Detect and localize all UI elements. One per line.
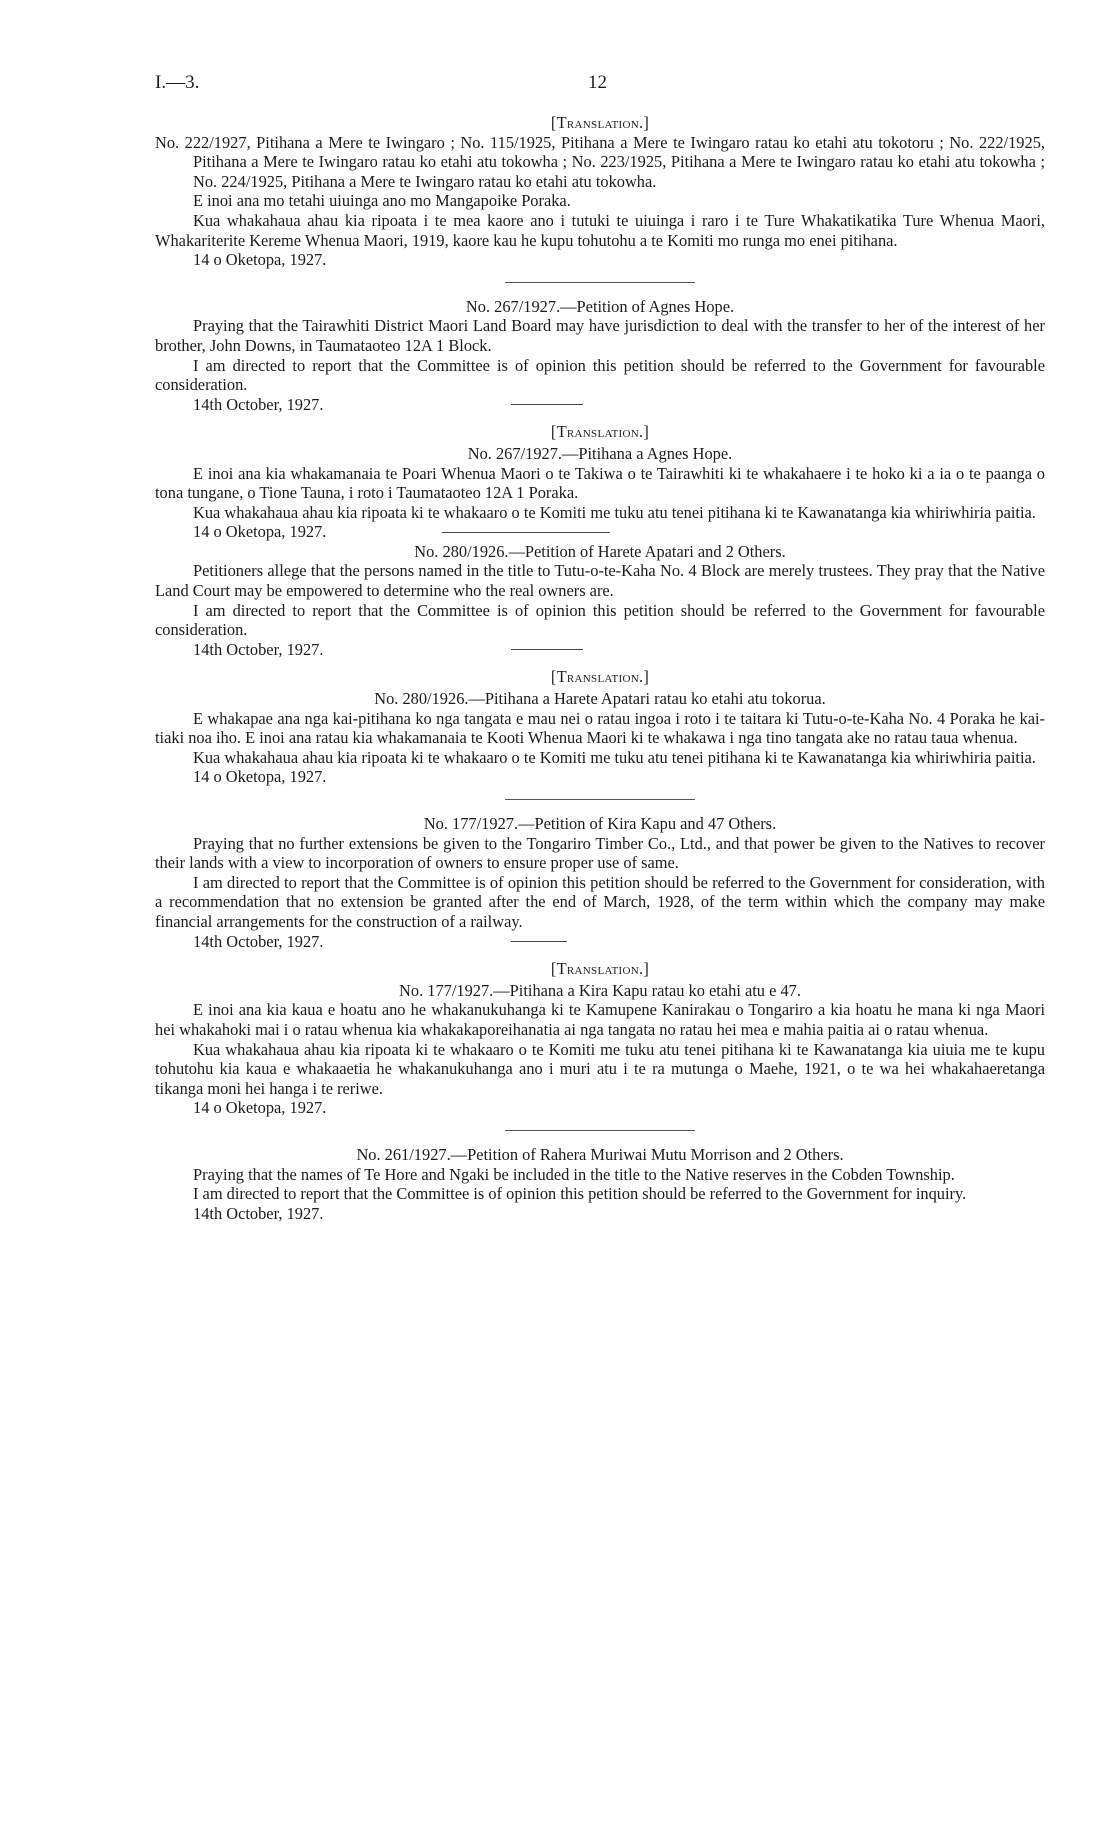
petition-267-maori-report: Kua whakahaua ahau kia ripoata ki te whakaaro o te Komiti me tuku atu tenei pitihana ki te Kawanatanga kia whiriwhiria paitia. [193,502,1036,522]
translation-heading: [Translation.] [550,667,650,687]
petition-280-title: No. 280/1926.—Petition of Harete Apatari and 2 Others. [414,541,786,561]
petition-177-date-row [155,932,1045,952]
petition-280-report: I am directed to report that the Committee is of opinion this petition should be referred to the Government for favourable consideration. [155,600,1045,640]
petition-267-maori-prayer: E inoi ana kia whakamanaia te Poari Whenua Maori o te Takiwa o te Tairawhiti ki te whakahaere i te hoko ki a ia o te paanga o tona tungane, o Tione Tauna, i roto i Taumataoteo 12A 1 Poraka. [155,463,1045,503]
petition-267-maori-date-row [155,522,1045,542]
petition-177-maori-title: No. 177/1927.—Pitihana a Kira Kapu ratau ko etahi atu e 47. [399,980,801,1000]
petition-261-date: 14th October, 1927. [193,1203,324,1223]
petition-280-maori-report: Kua whakahaua ahau kia ripoata ki te whakaaro o te Komiti me tuku atu tenei pitihana ki te Kawanatanga kia whiriwhiria paitia. [193,747,1036,767]
petition-261-report: I am directed to report that the Committee is of opinion this petition should be referred to the Government for inquiry. [193,1184,967,1204]
section-divider [505,1130,695,1131]
petition-numbers: No. 222/1927, Pitihana a Mere te Iwingaro ; No. 115/1925, Pitihana a Mere te Iwingaro ratau ko etahi atu tokotoru ; No. 222/1925, Pitihana a Mere te Iwingaro ratau ko etahi atu tokowha ; No. 223/1925, Pitihana a Mere te Iwingaro ratau ko etahi atu tokowha ; No. 224/1925, Pitihana a Mere te Iwingaro ratau ko etahi atu tokowha. [155,132,1045,191]
petition-177-title: No. 177/1927.—Petition of Kira Kapu and 47 Others. [423,814,777,833]
petition-280-maori-prayer: E whakapae ana nga kai-pitihana ko nga tangata e mau nei o ratau ingoa i roto i te taitara ki Tutu-o-te-Kaha No. 4 Poraka he kai-tiaki noa iho. E inoi ana ratau kia whakamanaia te Kooti Whenua Maori ki te whakawa i nga tino tangata ake no ratau taua whenua. [155,708,1045,748]
rule [442,532,610,533]
paper-reference: I.—3. [155,72,200,93]
rule [511,941,567,942]
petition-267-date: 14th October, 1927. [193,394,324,414]
petition-280-maori-title: No. 280/1926.—Pitihana a Harete Apatari ratau ko etahi atu tokorua. [374,689,826,709]
section-divider [505,799,695,800]
petition-267-prayer: Praying that the Tairawhiti District Maori Land Board may have jurisdiction to deal with the transfer to her of the interest of her brother, John Downs, in Taumataoteo 12A 1 Block. [155,316,1045,355]
rule [511,404,583,405]
petition-267-maori-date: 14 o Oketopa, 1927. [193,522,327,542]
petition-177-report: I am directed to report that the Committee is of opinion this petition should be referred to the Government for consideration, with a recommendation that no extension be granted after the end of March, 1928, of the term within which the company may make financial arrangements for the construction of a railway. [155,872,1045,931]
petition-177-prayer: Praying that no further extensions be given to the Tongariro Timber Co., Ltd., and that power be given to the Natives to recover their lands with a view to incorporation of owners to ensure proper use of same. [155,833,1045,873]
intro-prayer: E inoi ana mo tetahi uiuinga ano mo Mangapoike Poraka. [193,191,571,211]
page-number: 12 [588,72,607,93]
petition-177-date: 14th October, 1927. [193,931,324,951]
petition-177-maori-date: 14 o Oketopa, 1927. [193,1098,327,1118]
translation-heading: [Translation.] [550,113,650,132]
intro-date: 14 o Oketopa, 1927. [193,250,327,270]
petition-267-maori-title: No. 267/1927.—Pitihana a Agnes Hope. [467,443,733,463]
section-divider [505,282,695,283]
petition-177-maori-prayer: E inoi ana kia kaua e hoatu ano he whakanukuhanga ki te Kamupene Kanirakau o Tongariro a kia hoatu he mana ki nga Maori hei whakahoki mai i o ratau whenua kia whakakaporeihanatia ai nga tangata no ratau hei mea e mahia paitia ai o ratau whenua. [155,1000,1045,1039]
rule [511,649,583,650]
petition-261-prayer: Praying that the names of Te Hore and Ngaki be included in the title to the Native reserves in the Cobden Township. [193,1164,955,1184]
translation-heading: [Translation.] [550,422,650,442]
petition-280-date-row [155,640,1045,660]
petition-261-title: No. 261/1927.—Petition of Rahera Muriwai Mutu Morrison and 2 Others. [356,1144,844,1164]
petition-177-maori-report: Kua whakahaua ahau kia ripoata ki te whakaaro o te Komiti me tuku atu tenei pitihana ki te Kawanatanga kia uiuia me te kupu tohutohu kia kaua e whakaaetia he whakanukuhanga ano i muri atu i te ra mutunga o Maehe, 1921, o te wa hei whakahaeretanga tikanga moni hei hanga i te reriwe. [155,1039,1045,1098]
intro-report: Kua whakahaua ahau kia ripoata i te mea kaore ano i tutuki te uiuinga i raro i te Ture Whakatikatika Ture Whenua Maori, Whakariterite Kereme Whenua Maori, 1919, kaore kau he kupu tohutohu a te Komiti mo runga mo enei pitihana. [155,210,1045,250]
document-body [155,113,1045,1223]
petition-267-report: I am directed to report that the Committee is of opinion this petition should be referred to the Government for favourable consideration. [155,355,1045,395]
petition-280-prayer: Petitioners allege that the persons named in the title to Tutu-o-te-Kaha No. 4 Block are merely trustees. They pray that the Native Land Court may be empowered to determine who the real owners are. [155,561,1045,601]
petition-267-date-row [155,395,1045,415]
petition-267-title: No. 267/1927.—Petition of Agnes Hope. [465,296,735,316]
petition-280-date: 14th October, 1927. [193,639,324,659]
petition-280-maori-date: 14 o Oketopa, 1927. [193,767,327,787]
translation-heading: [Translation.] [550,959,650,979]
